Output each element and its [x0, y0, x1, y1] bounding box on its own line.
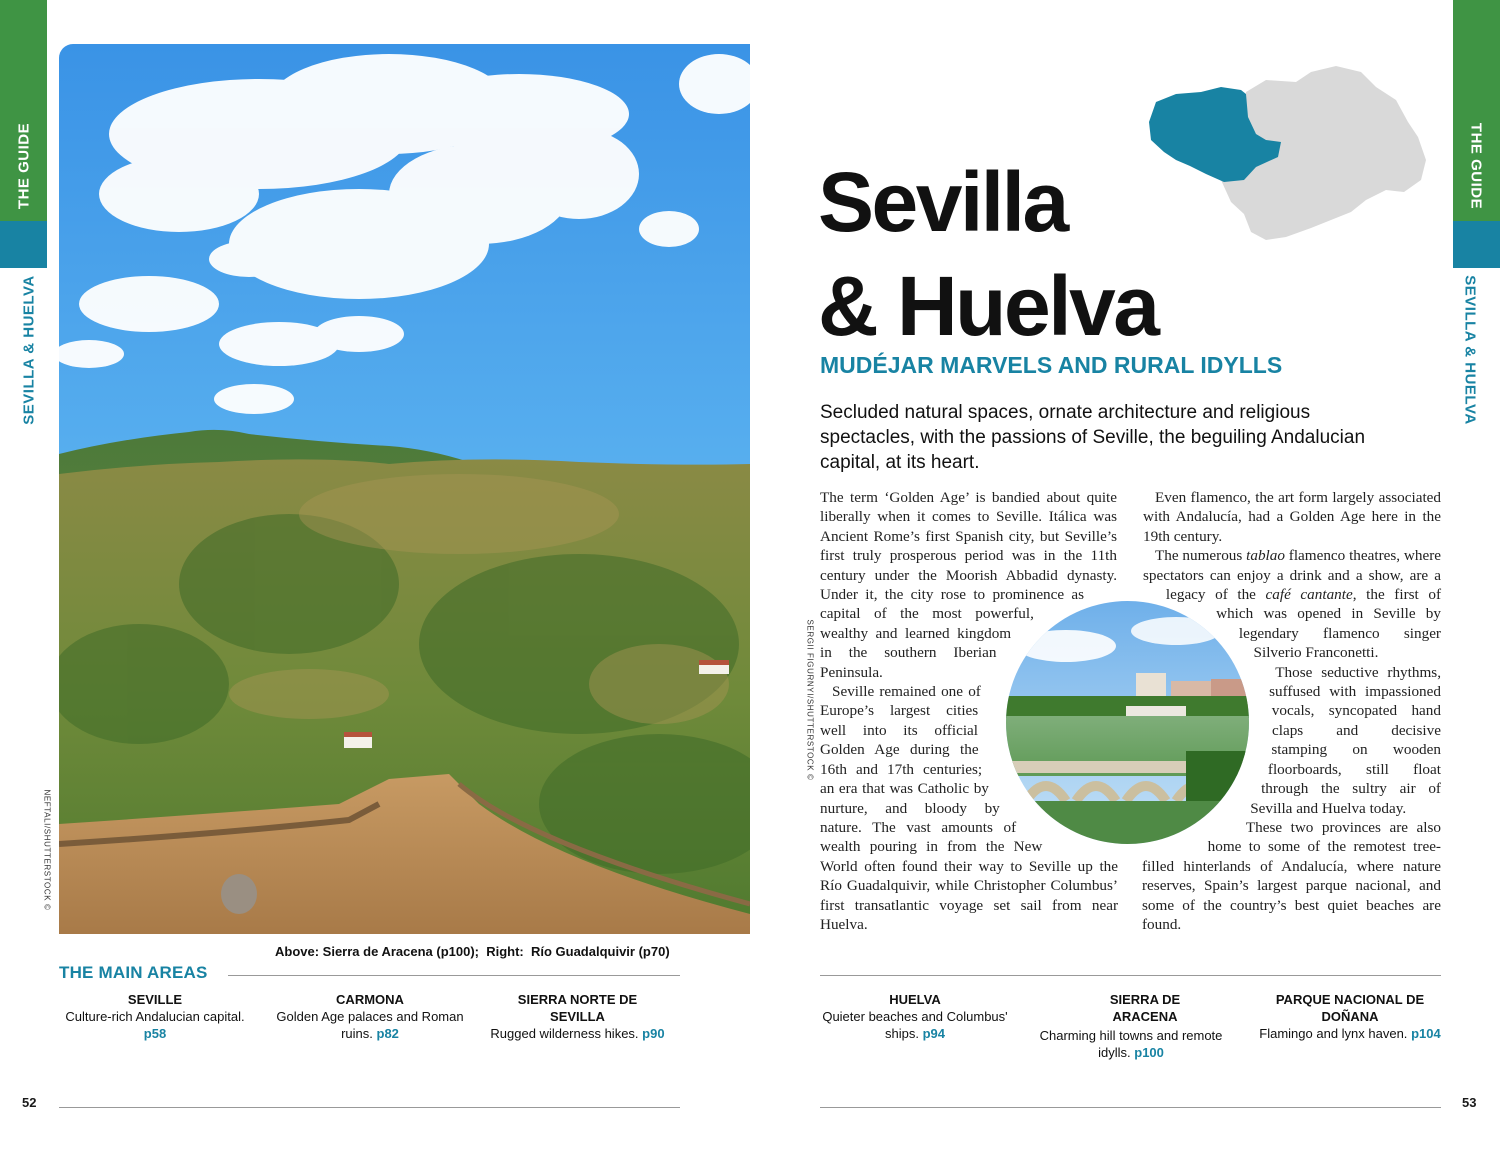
circle-photo-credit: SERGII FIGURNYI/SHUTTERSTOCK ©	[805, 619, 815, 781]
body-paragraph: Those seductive rhythms, suffused with impassioned vocals, syncopated hand claps and decisive stamping on wooden floorboards, still float through the sultry air of Sevilla and Huelva today.	[1250, 663, 1441, 817]
page-title	[818, 150, 1157, 358]
area-name: SIERRA NORTE DE SEVILLA	[517, 992, 638, 1024]
photo-credit: NEFTALI/SHUTTERSTOCK ©	[42, 789, 52, 911]
text-run: flamenco theatres, where spectators can enjoy a drink and a show, are a legacy of the	[1143, 547, 1441, 604]
area-page-link[interactable]: p94	[922, 1026, 945, 1041]
footer-rule-left	[59, 1107, 680, 1108]
body-paragraph: Seville remained one of Europe’s largest cities well into its official Golden Age during the 16th and 17th centuries; an era that was Catholic by nurture, and bloody by nature. The vast amounts of wealth pouring in from the New World often found their way to Seville up the Río Guadalquivir, while Christopher Columbus’ first transatlantic voyage set sail from near Huelva.	[820, 683, 1118, 933]
area-sierra-de-aracena-desc	[1031, 1027, 1231, 1061]
region-tab-label-right: SEVILLA & HUELVA	[1461, 275, 1479, 425]
area-sierra-de-aracena	[1090, 991, 1200, 1025]
page-subtitle: MUDÉJAR MARVELS AND RURAL IDYLLS	[820, 352, 1283, 378]
photo-caption: Above: Sierra de Aracena (p100); Right: Río Guadalquivir (p70)	[275, 944, 670, 959]
area-name: HUELVA	[889, 992, 941, 1007]
italic-term: tablao	[1246, 547, 1285, 565]
guide-tab-left	[0, 0, 47, 221]
area-desc: Quieter beaches and Columbus' ships.	[822, 1009, 1008, 1041]
main-areas-rule-right	[820, 975, 1441, 976]
title-line-1: Sevilla	[818, 155, 1067, 249]
area-name: SEVILLE	[127, 992, 183, 1007]
area-page-link[interactable]: p58	[143, 1026, 167, 1041]
andalucia-locator-map	[1146, 62, 1432, 252]
area-desc: Charming hill towns and remote idylls.	[1039, 1028, 1223, 1060]
page-number-left: 52	[22, 1095, 37, 1110]
intro-text: Secluded natural spaces, ornate architecture and religious spectacles, with the passions of Seville, the beguiling Andalucian capital, at its heart.	[820, 402, 1366, 473]
area-huelva	[815, 991, 1015, 1042]
area-page-link[interactable]: p100	[1134, 1045, 1164, 1060]
page-number-right: 53	[1462, 1095, 1477, 1110]
region-tab-right	[1453, 221, 1500, 268]
italic-term: café cantante	[1265, 586, 1353, 604]
guide-tab-label-right: THE GUIDE	[1467, 122, 1485, 210]
body-paragraph: Even flamenco, the art form largely associated with Andalucía, had a Golden Age here in the 19th century.	[1143, 489, 1441, 545]
guide-tab-right	[1453, 0, 1500, 221]
area-page-link[interactable]: p90	[642, 1026, 665, 1041]
text-run: , the first of which was opened in Seville by legendary flamenco singer Silverio Franconetti.	[1216, 586, 1442, 662]
area-desc: Golden Age palaces and Roman ruins.	[276, 1009, 464, 1041]
area-carmona	[270, 991, 470, 1042]
body-paragraph: The term ‘Golden Age’ is bandied about quite liberally when it comes to Seville. Itálica was Ancient Rome’s first Spanish city, but Seville’s first truly prosperous period was in the 11th century under the Moorish Abbadid dynasty. Under it, the city rose to prominence as capital of the most powerful, wealthy and learned kingdom in the southern Iberian Peninsula.	[820, 489, 1117, 681]
area-name: PARQUE NACIONAL DE DOÑANA	[1275, 992, 1425, 1024]
rio-guadalquivir-photo	[1006, 601, 1249, 844]
guide-tab-label: THE GUIDE	[15, 122, 33, 210]
area-seville	[55, 991, 255, 1042]
area-desc: Culture-rich Andalucian capital.	[65, 1009, 245, 1024]
text-run: The numerous	[1155, 547, 1247, 565]
area-page-link[interactable]: p104	[1411, 1026, 1441, 1041]
region-tab-left	[0, 221, 47, 268]
main-areas-rule	[228, 975, 680, 976]
area-desc: Rugged wilderness hikes.	[490, 1026, 639, 1041]
area-page-link[interactable]: p82	[376, 1026, 399, 1041]
footer-rule-right	[820, 1107, 1441, 1108]
sierra-de-aracena-photo	[59, 44, 750, 934]
main-areas-title: THE MAIN AREAS	[59, 963, 208, 982]
area-donana	[1255, 991, 1445, 1042]
body-paragraph: These two provinces are also home to some of the remotest tree-filled hinterlands of Andalucía, where nature reserves, Spain’s largest parque nacional, and some of the country’s best quiet beaches are found.	[1142, 818, 1441, 933]
area-desc: Flamingo and lynx haven.	[1259, 1026, 1408, 1041]
region-tab-label-left: SEVILLA & HUELVA	[20, 275, 38, 425]
title-line-2: & Huelva	[818, 259, 1158, 353]
area-name: CARMONA	[336, 992, 404, 1007]
area-sierra-norte	[490, 991, 665, 1042]
area-name: SIERRA DE ARACENA	[1109, 992, 1181, 1024]
